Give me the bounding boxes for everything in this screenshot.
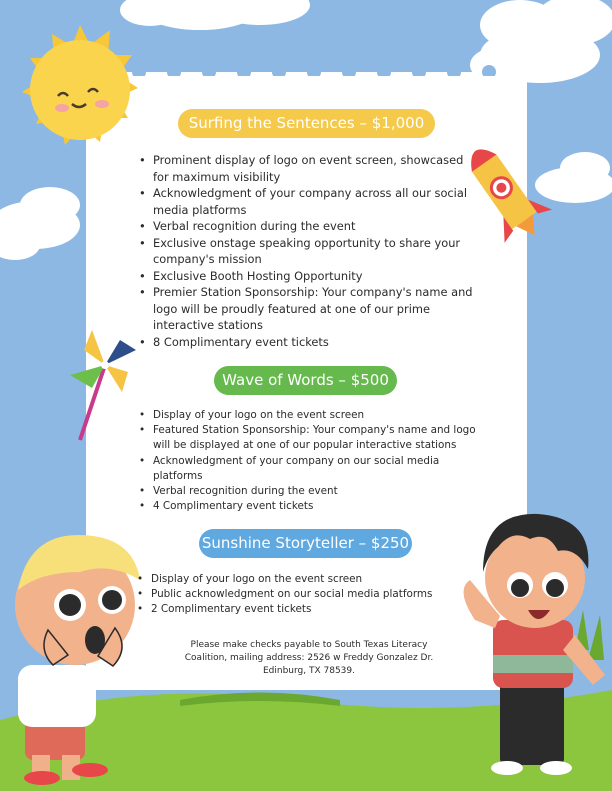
tier-header-sunshine-storyteller: Sunshine Storyteller – $250 xyxy=(199,529,412,558)
payment-note: Please make checks payable to South Texas Literacy Coalition, mailing address: 2526 w Freddy Gonzalez Dr. Edinburg, TX 78539. xyxy=(184,640,434,676)
benefit-item: • Display of your logo on the event screen xyxy=(139,408,479,423)
benefit-item: • Display of your logo on the event screen xyxy=(137,572,447,587)
benefit-item: • Public acknowledgment on our social media platforms xyxy=(137,587,447,602)
tier-header-wave-of-words: Wave of Words – $500 xyxy=(214,366,397,395)
benefits-list-tier-3 xyxy=(137,572,447,618)
benefit-item: • Exclusive Booth Hosting Opportunity xyxy=(139,268,479,285)
benefit-item: • Verbal recognition during the event xyxy=(139,218,479,235)
benefit-item: • Verbal recognition during the event xyxy=(139,484,479,499)
benefits-list-tier-1 xyxy=(139,152,479,350)
benefit-item: • 2 Complimentary event tickets xyxy=(137,602,447,617)
benefit-item: • Acknowledgment of your company across all our social media platforms xyxy=(139,185,479,218)
benefit-item: • Acknowledgment of your company on our social media platforms xyxy=(139,454,479,484)
benefits-list-tier-2 xyxy=(139,408,479,514)
tier-header-surfing-the-sentences: Surfing the Sentences – $1,000 xyxy=(178,109,435,138)
benefit-item: • 8 Complimentary event tickets xyxy=(139,334,479,351)
benefit-item: • Featured Station Sponsorship: Your company's name and logo will be displayed at one of our popular interactive stations xyxy=(139,423,479,453)
benefit-item: • 4 Complimentary event tickets xyxy=(139,499,479,514)
benefit-item: • Exclusive onstage speaking opportunity to share your company's mission xyxy=(139,235,479,268)
benefit-item: • Premier Station Sponsorship: Your company's name and logo will be proudly featured at one of our prime interactive stations xyxy=(139,284,479,334)
benefit-item: • Prominent display of logo on event screen, showcased for maximum visibility xyxy=(139,152,479,185)
